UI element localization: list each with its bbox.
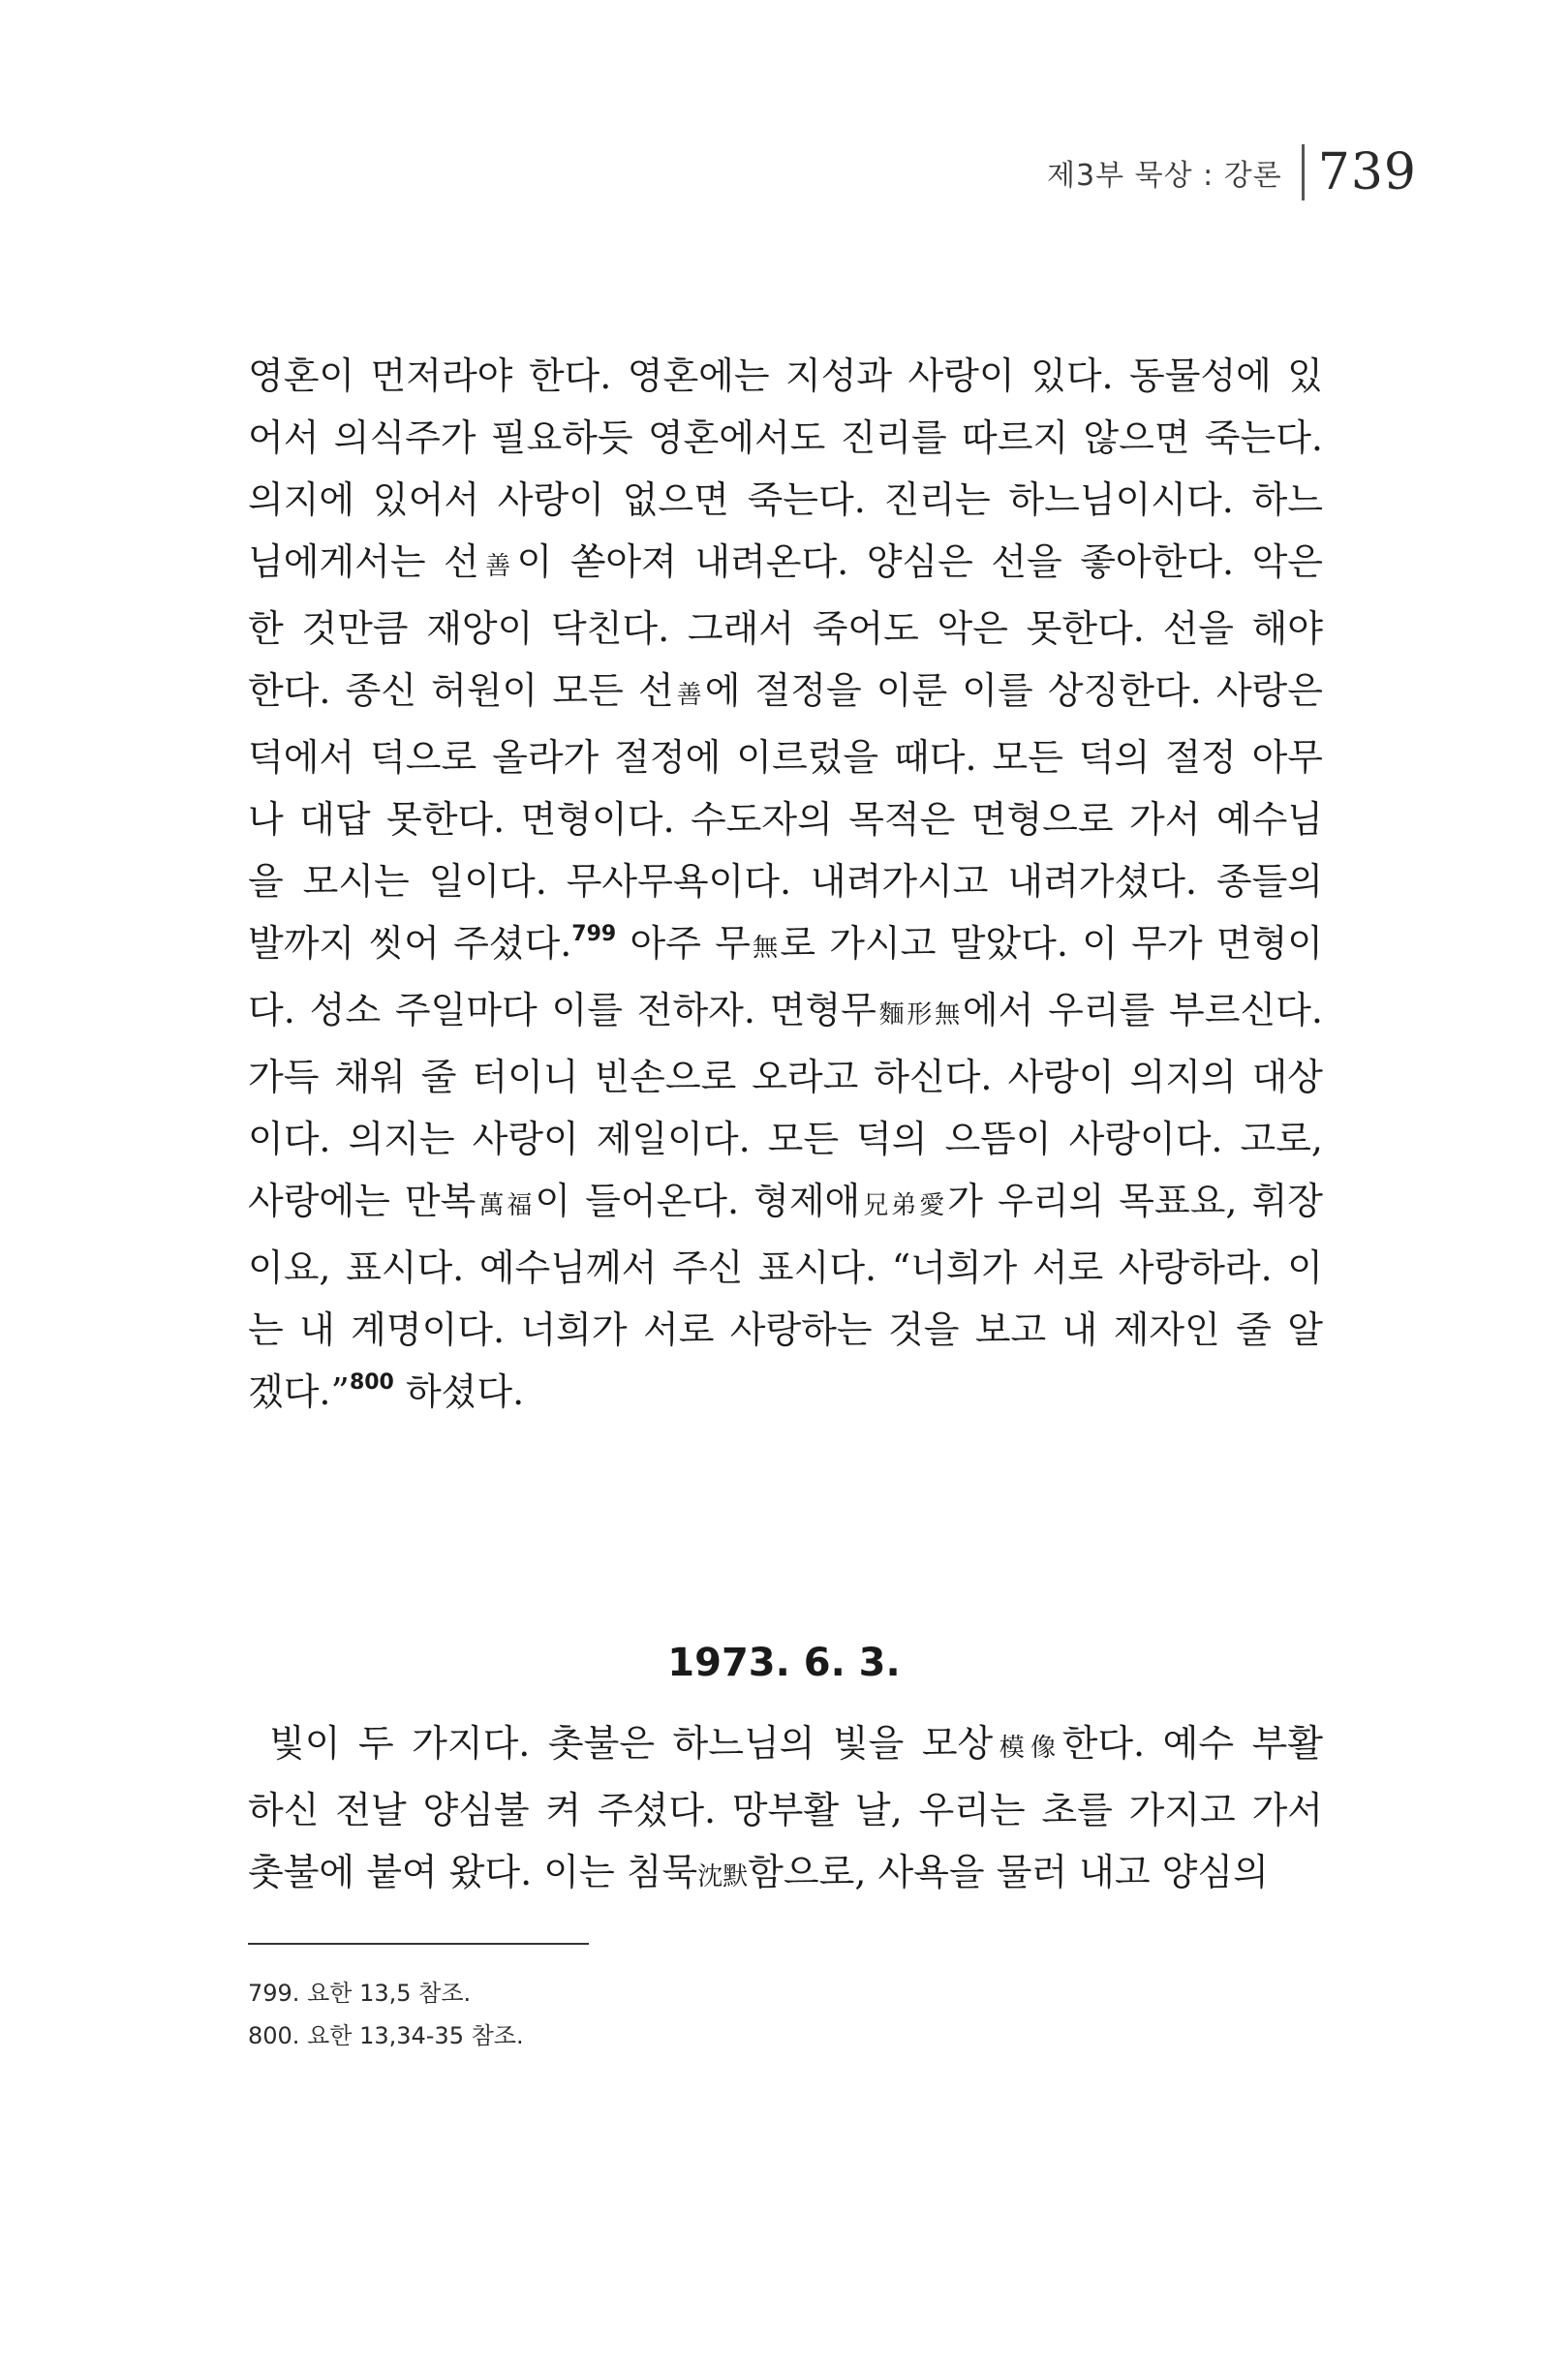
text-segment: 영혼이 먼저라야 한다. 영혼에는 지성과 사랑이 있다. 동물성에 있 bbox=[248, 354, 1323, 397]
text-segment: 하신 전날 양심불 켜 주셨다. 망부활 날, 우리는 초를 가지고 가서 bbox=[248, 1789, 1323, 1831]
footnote-799: 799. 요한 13,5 참조. bbox=[248, 1980, 472, 2007]
text-line bbox=[248, 598, 1323, 660]
text-line bbox=[248, 531, 1323, 598]
text-line bbox=[248, 912, 1323, 979]
text-line bbox=[248, 345, 1323, 407]
text-segment: 아주 무 bbox=[616, 922, 751, 965]
text-segment: 가득 채워 줄 터이니 빈손으로 오라고 하신다. 사랑이 의지의 대상 bbox=[248, 1056, 1323, 1098]
text-segment: 어서 의식주가 필요하듯 영혼에서도 진리를 따르지 않으면 죽는다. bbox=[248, 416, 1323, 459]
hanja-gloss: 沈默 bbox=[697, 1862, 749, 1891]
text-segment: 한다. 예수 부활 bbox=[1061, 1722, 1323, 1765]
text-segment: 가 우리의 목표요, 휘장 bbox=[947, 1180, 1323, 1222]
text-segment: 한다. 종신 허원이 모든 선 bbox=[248, 669, 674, 712]
text-segment: 나 대답 못한다. 면형이다. 수도자의 목적은 면형으로 가서 예수님 bbox=[248, 798, 1323, 841]
text-segment: 함으로, 사욕을 물러 내고 양심의 bbox=[748, 1851, 1269, 1893]
hanja-gloss: 模像 bbox=[993, 1734, 1062, 1763]
hanja-gloss: 善 bbox=[478, 552, 517, 581]
hanja-gloss: 兄弟愛 bbox=[860, 1191, 948, 1220]
text-segment: 이다. 의지는 사랑이 제일이다. 모든 덕의 으뜸이 사랑이다. 고로, bbox=[248, 1118, 1323, 1160]
text-line bbox=[248, 660, 1323, 726]
text-line bbox=[248, 1779, 1323, 1841]
text-segment: 로 가시고 말았다. 이 무가 면형이 bbox=[780, 922, 1323, 965]
text-line bbox=[248, 1046, 1323, 1108]
text-segment: 한 것만큼 재앙이 닥친다. 그래서 죽어도 악은 못한다. 선을 해야 bbox=[248, 607, 1323, 650]
page-number: 739 bbox=[1317, 143, 1417, 201]
footnote-ref: 799 bbox=[571, 922, 617, 946]
hanja-gloss: 麵形無 bbox=[876, 1000, 963, 1030]
footnotes bbox=[248, 1972, 524, 2057]
text-line bbox=[248, 1712, 1323, 1779]
hanja-gloss: 無 bbox=[750, 934, 781, 963]
text-segment: 이요, 표시다. 예수님께서 주신 표시다. “너희가 서로 사랑하라. 이 bbox=[248, 1246, 1323, 1289]
footnote-ref: 800 bbox=[349, 1370, 394, 1395]
hanja-gloss: 萬福 bbox=[476, 1191, 536, 1220]
text-segment: 는 내 계명이다. 너희가 서로 사랑하는 것을 보고 내 제자인 줄 알 bbox=[248, 1308, 1323, 1351]
text-segment: 이 쏟아져 내려온다. 양심은 선을 좋아한다. 악은 bbox=[516, 540, 1323, 583]
text-segment: 발까지 씻어 주셨다. bbox=[248, 922, 572, 965]
text-segment: 다. 성소 주일마다 이를 전하자. 면형무 bbox=[248, 989, 876, 1031]
section-title: 제3부 묵상 : 강론 bbox=[1047, 159, 1282, 193]
text-segment: 겠다.” bbox=[248, 1370, 350, 1413]
running-header bbox=[1047, 143, 1417, 201]
text-segment: 님에게서는 선 bbox=[248, 540, 479, 583]
header-divider bbox=[1302, 144, 1305, 200]
text-segment: 덕에서 덕으로 올라가 절정에 이르렀을 때다. 모든 덕의 절정 아무 bbox=[248, 736, 1323, 779]
text-segment: 에 절정을 이룬 이를 상징한다. 사랑은 bbox=[704, 669, 1323, 712]
text-segment: 이 들어온다. 형제애 bbox=[535, 1180, 861, 1222]
text-line bbox=[248, 1361, 1323, 1423]
text-line bbox=[248, 469, 1323, 531]
text-line bbox=[248, 407, 1323, 469]
hanja-gloss: 善 bbox=[673, 681, 705, 710]
footnote-800: 800. 요한 13,34-35 참조. bbox=[248, 2022, 524, 2049]
text-line bbox=[248, 1170, 1323, 1237]
text-line bbox=[248, 979, 1323, 1046]
text-segment: 빛이 두 가지다. 촛불은 하느님의 빛을 모상 bbox=[269, 1722, 994, 1765]
text-line bbox=[248, 1237, 1323, 1299]
date-heading: 1973. 6. 3. bbox=[667, 1641, 901, 1685]
text-segment: 하셨다. bbox=[393, 1370, 525, 1413]
text-line bbox=[248, 1108, 1323, 1170]
text-segment: 사랑에는 만복 bbox=[248, 1180, 477, 1222]
text-segment: 촛불에 붙여 왔다. 이는 침묵 bbox=[248, 1851, 698, 1893]
text-segment: 의지에 있어서 사랑이 없으면 죽는다. 진리는 하느님이시다. 하느 bbox=[248, 478, 1323, 521]
text-line bbox=[248, 1841, 1323, 1908]
footnote-rule bbox=[248, 1943, 589, 1945]
text-line bbox=[248, 850, 1323, 912]
text-line bbox=[248, 1299, 1323, 1361]
text-segment: 에서 우리를 부르신다. bbox=[962, 989, 1323, 1031]
text-segment: 을 모시는 일이다. 무사무욕이다. 내려가시고 내려가셨다. 종들의 bbox=[248, 860, 1323, 903]
text-line bbox=[248, 788, 1323, 850]
main-paragraph bbox=[248, 345, 1323, 1423]
second-paragraph bbox=[248, 1712, 1323, 1908]
text-line bbox=[248, 726, 1323, 788]
